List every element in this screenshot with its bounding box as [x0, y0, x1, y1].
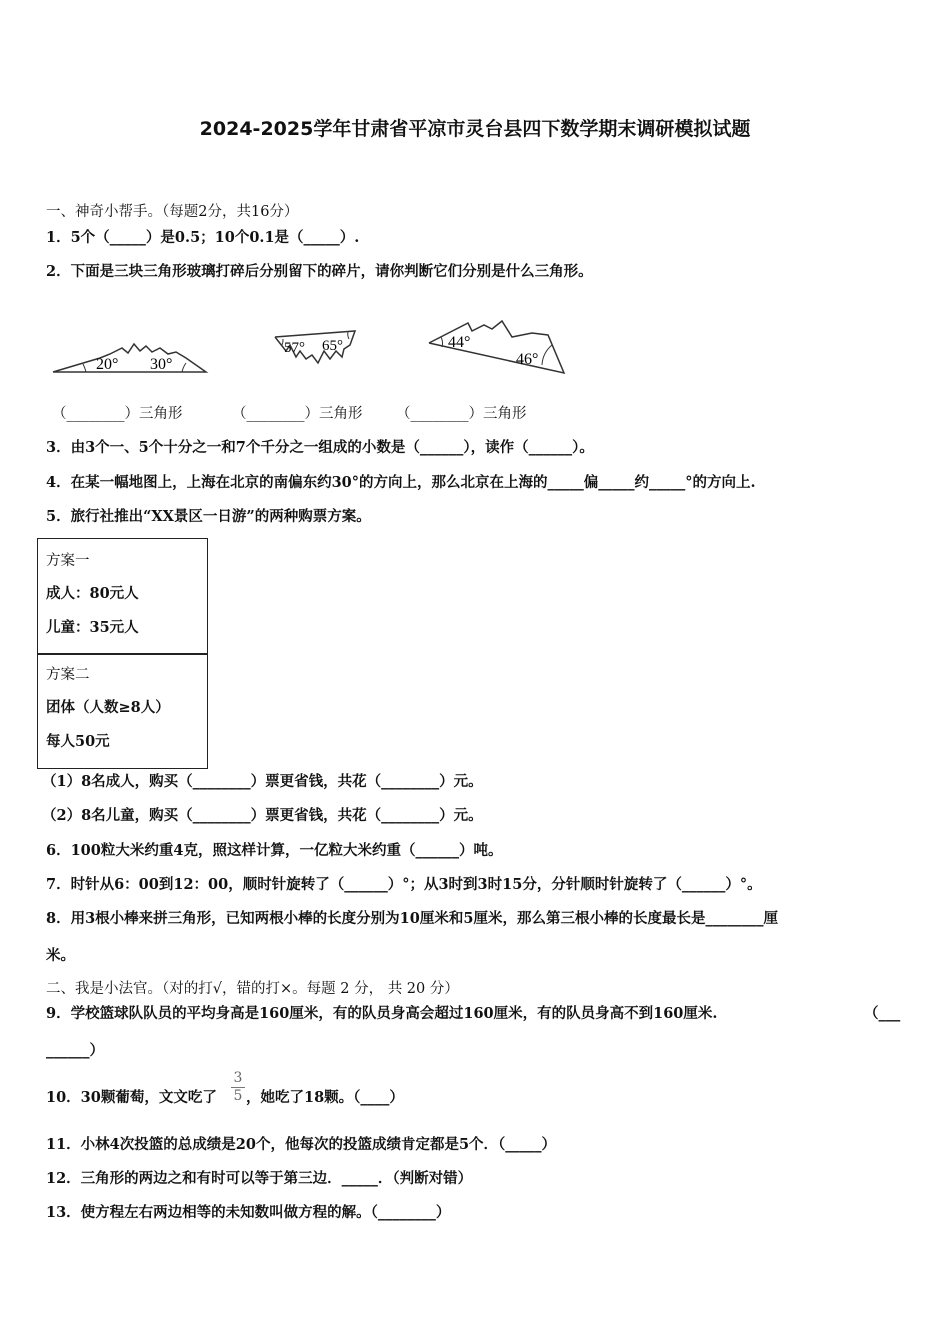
- tri2-angle-a: 57°: [284, 340, 305, 356]
- tri1-angle-b: 30°: [150, 356, 173, 373]
- plan-2-name: 方案二: [46, 667, 90, 683]
- plan-1-child-price: 儿童：35元人: [46, 619, 139, 636]
- triangle-fragment-3: [424, 315, 569, 377]
- question-8-continued: 米。: [46, 947, 75, 964]
- fraction-numerator: 3: [233, 1070, 243, 1086]
- question-7: 7．时针从6：00到12：00，顺时针旋转了（______）°；从3时到3时15分，分针顺时针旋转了（______）°。: [46, 876, 762, 893]
- plan-2-group-rule: 团体（人数≥8人）: [46, 699, 170, 716]
- plan-2-box: [37, 653, 208, 769]
- question-5-2: （2）8名儿童，购买（________）票更省钱，共花（________）元。: [42, 807, 483, 824]
- plan-1-adult-price: 成人：80元人: [46, 585, 139, 602]
- question-2: 2．下面是三块三角形玻璃打碎后分别留下的碎片，请你判断它们分别是什么三角形。: [46, 263, 593, 280]
- question-9-paren: （___: [864, 1005, 901, 1022]
- question-3: 3．由3个一、5个十分之一和7个千分之一组成的小数是（______），读作（______）。: [46, 439, 594, 456]
- q2-answer-3: （________）三角形: [396, 406, 527, 422]
- question-12: 12．三角形的两边之和有时可以等于第三边．_____．（判断对错）: [46, 1170, 473, 1187]
- tri2-angle-b: 65°: [322, 338, 343, 354]
- question-5: 5．旅行社推出“XX景区一日游”的两种购票方案。: [46, 508, 371, 525]
- question-5-1: （1）8名成人，购买（________）票更省钱，共花（________）元。: [42, 773, 483, 790]
- section-1-heading: 一、神奇小帮手。（每题2分，共16分）: [46, 204, 299, 220]
- section-2-heading: 二、我是小法官。（对的打√，错的打×。每题 2 分， 共 20 分）: [46, 981, 459, 997]
- fraction-denominator: 5: [233, 1088, 243, 1104]
- tri1-angle-a: 20°: [96, 356, 119, 373]
- question-13: 13．使方程左右两边相等的未知数叫做方程的解。（________）: [46, 1204, 451, 1221]
- question-4: 4．在某一幅地图上，上海在北京的南偏东约30°的方向上，那么北京在上海的_____偏_____约_____°的方向上.: [46, 474, 756, 491]
- page-title: 2024-2025学年甘肃省平凉市灵台县四下数学期末调研模拟试题: [199, 118, 751, 140]
- question-8: 8．用3根小棒来拼三角形，已知两根小棒的长度分别为10厘米和5厘米，那么第三根小棒的长度最长是________厘: [46, 910, 778, 927]
- plan-1-name: 方案一: [46, 553, 90, 569]
- q2-answer-2: （________）三角形: [232, 406, 363, 422]
- tri3-angle-b: 46°: [516, 351, 539, 368]
- fraction-3-5: [231, 1071, 245, 1104]
- question-6: 6．100粒大米约重4克，照这样计算，一亿粒大米约重（______）吨。: [46, 842, 503, 859]
- tri3-angle-a: 44°: [448, 334, 471, 351]
- question-9-continued: ______）: [46, 1042, 104, 1059]
- question-9: 9．学校篮球队队员的平均身高是160厘米，有的队员身高会超过160厘米，有的队员身高不到160厘米.: [46, 1005, 718, 1022]
- question-1: 1．5个（_____）是0.5；10个0.1是（_____）.: [46, 229, 360, 246]
- question-11: 11．小林4次投篮的总成绩是20个，他每次的投篮成绩肯定都是5个．（_____）: [46, 1136, 557, 1153]
- plan-2-price: 每人50元: [46, 733, 110, 750]
- triangle-fragment-2: [270, 327, 365, 372]
- q2-answer-1: （________）三角形: [52, 406, 183, 422]
- question-10-part-a: 10．30颗葡萄，文文吃了: [46, 1089, 217, 1106]
- question-10-part-b: ，她吃了18颗。（____）: [246, 1089, 404, 1106]
- triangle-fragment-1: [48, 336, 213, 381]
- plan-1-box: [37, 538, 208, 655]
